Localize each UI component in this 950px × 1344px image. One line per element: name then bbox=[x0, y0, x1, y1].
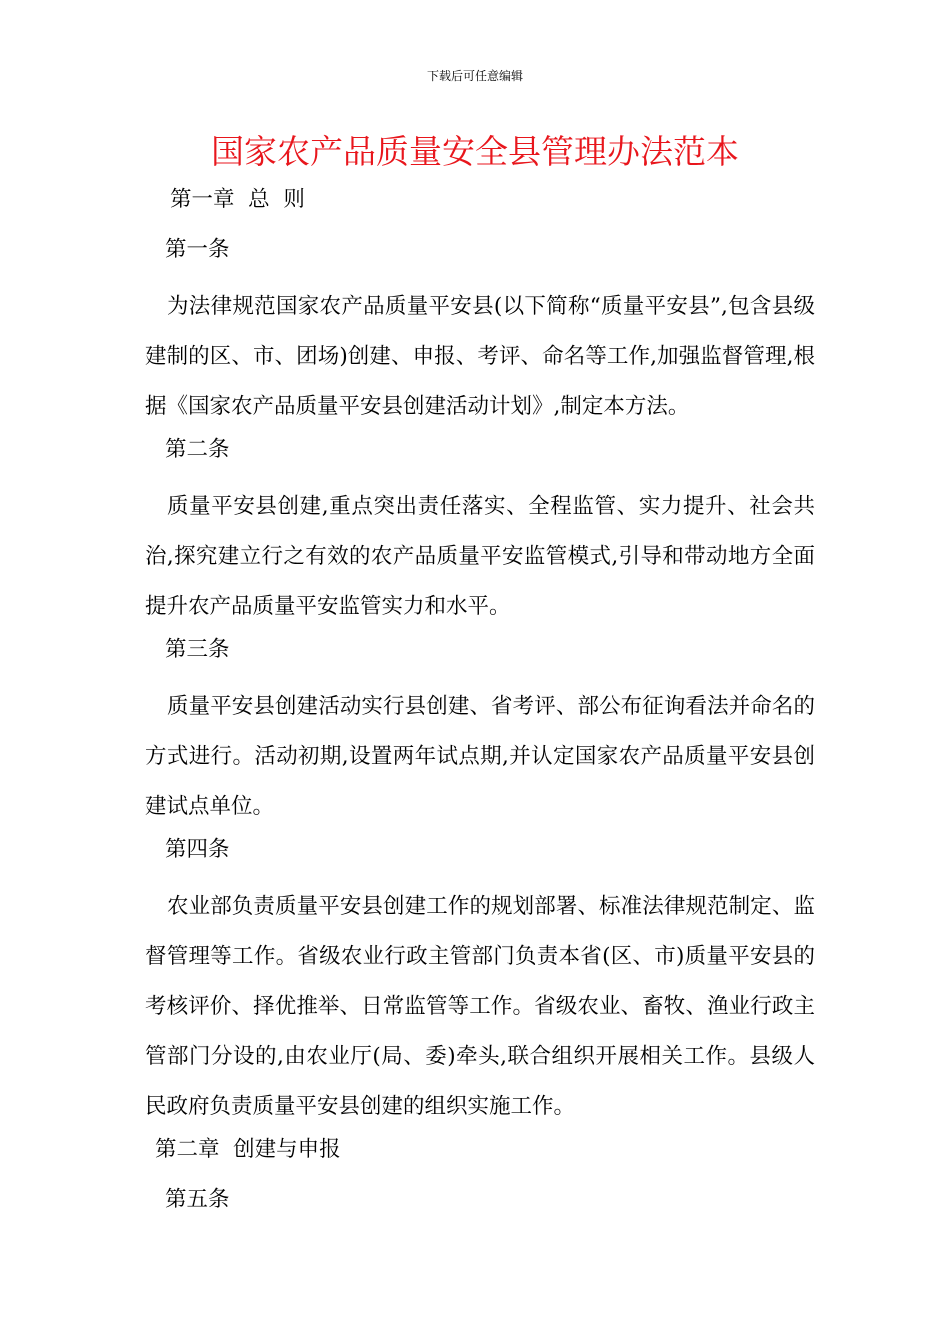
article-2-text: 质量平安县创建,重点突出责任落实、全程监管、实力提升、社会共治,探究建立行之有效的农产品质量平安监管模式,引导和带动地方全面提升农产品质量平安监管实力和水平。 bbox=[145, 494, 815, 619]
document-body bbox=[145, 182, 815, 1232]
article-4-label: 第四条 bbox=[165, 837, 230, 862]
article-3-text: 质量平安县创建活动实行县创建、省考评、部公布征询看法并命名的方式进行。活动初期,设置两年试点期,并认定国家农产品质量平安县创建试点单位。 bbox=[145, 694, 815, 819]
article-4-text: 农业部负责质量平安县创建工作的规划部署、标准法律规范制定、监督管理等工作。省级农业行政主管部门负责本省(区、市)质量平安县的考核评价、择优推举、日常监管等工作。省级农业、畜牧、渔业行政主管部门分设的,由农业厅(局、委)牵头,联合组织开展相关工作。县级人民政府负责质量平安县创建的组织实施工作。 bbox=[145, 894, 815, 1119]
article-2-label: 第二条 bbox=[165, 437, 230, 462]
page-header-note: 下载后可任意编辑 bbox=[426, 69, 523, 83]
article-3-label: 第三条 bbox=[165, 637, 230, 662]
article-5-label: 第五条 bbox=[165, 1187, 230, 1212]
article-1-text: 为法律规范国家农产品质量平安县(以下简称“质量平安县”,包含县级建制的区、市、团场)创建、申报、考评、命名等工作,加强监督管理,根据《国家农产品质量平安县创建活动计划》,制定本方法。 bbox=[145, 294, 815, 419]
document-title: 国家农产品质量安全县管理办法范本 bbox=[211, 132, 739, 171]
article-1-label: 第一条 bbox=[165, 237, 230, 262]
chapter-2-heading: 第二章 创建与申报 bbox=[155, 1137, 341, 1162]
chapter-1-heading: 第一章 总 则 bbox=[170, 187, 305, 212]
